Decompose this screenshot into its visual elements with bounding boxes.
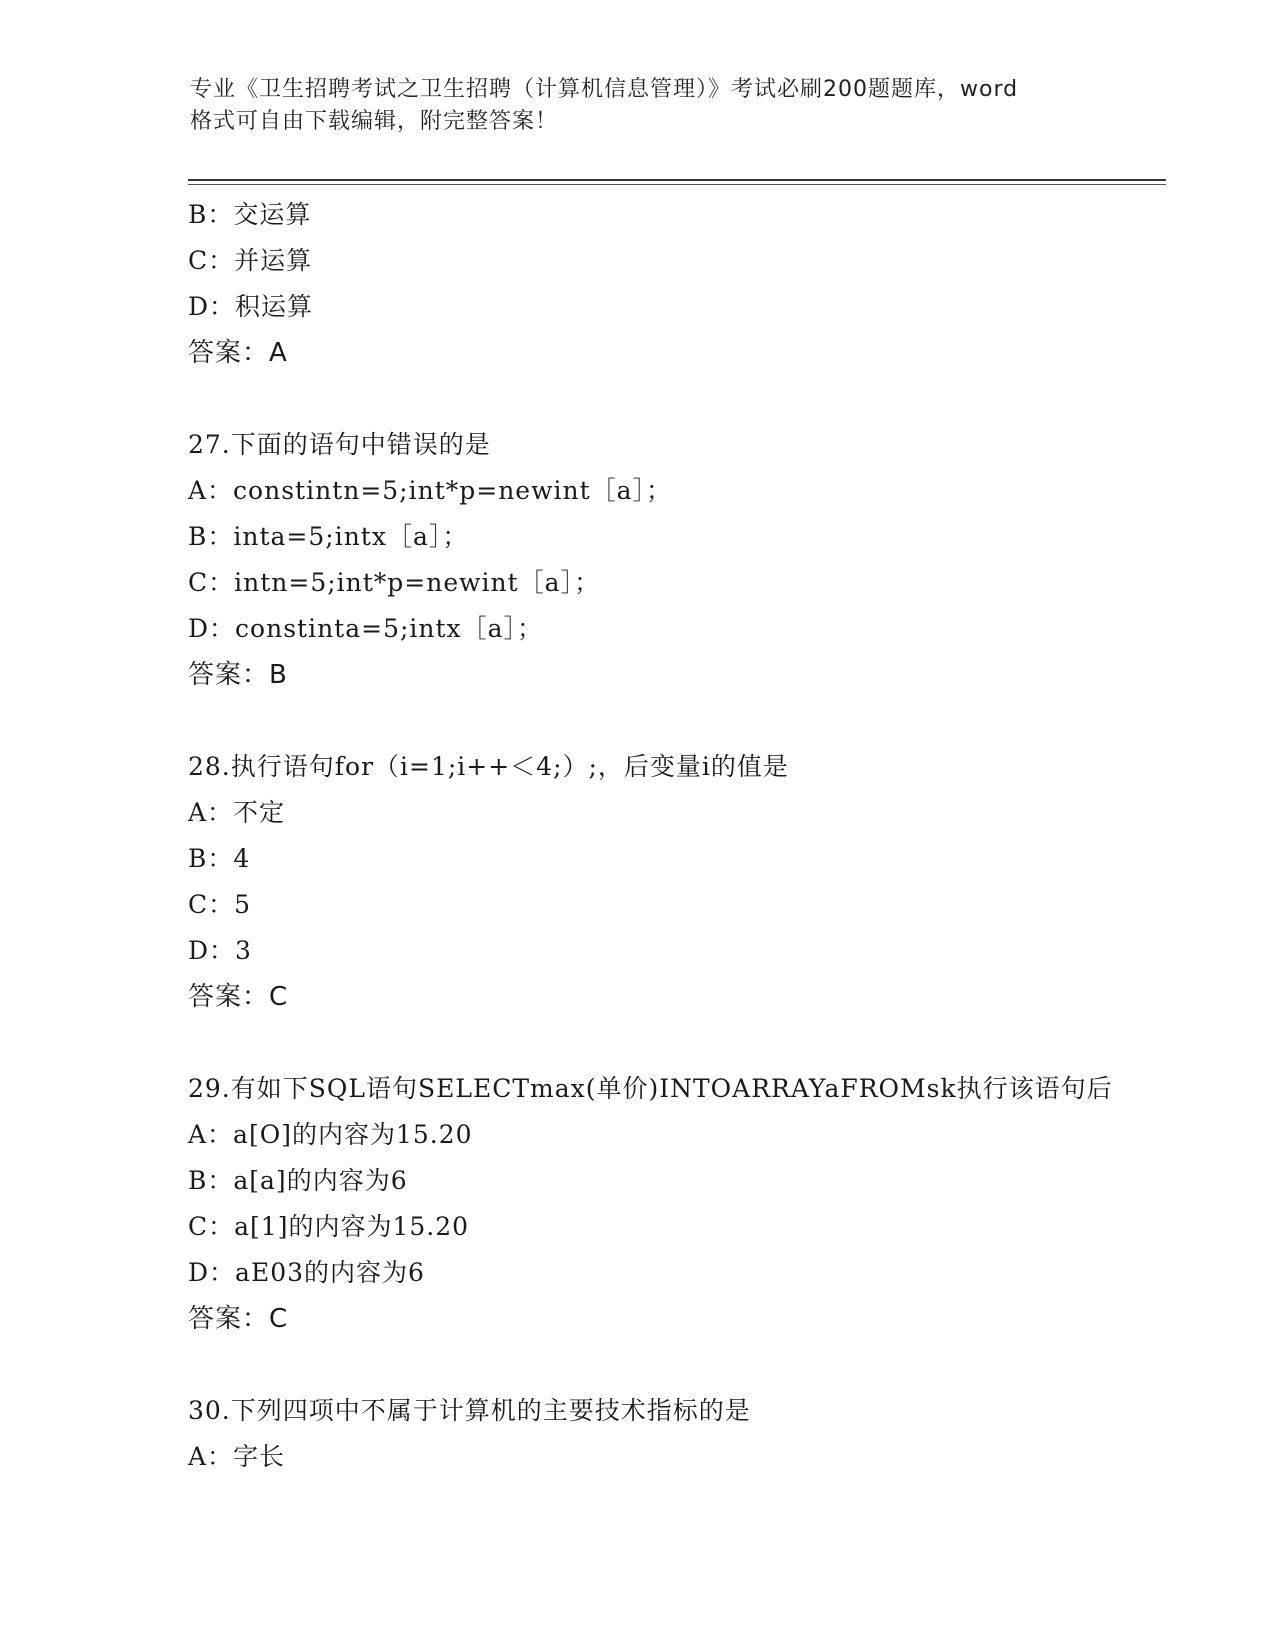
- option-c: C：intn=5;int*p=newint［a］；: [188, 568, 601, 597]
- option-b: B：4: [188, 844, 251, 873]
- option-b: B：交运算: [188, 200, 312, 229]
- spacer: [188, 698, 1168, 744]
- answer-line: 答案：C: [188, 982, 289, 1012]
- question-28: [188, 744, 1168, 1020]
- header-divider-thin: [188, 184, 1166, 185]
- header-line-2: 格式可自由下载编辑，附完整答案！: [190, 109, 559, 134]
- answer-line: 答案：B: [188, 660, 288, 690]
- option-d: D：aE03的内容为6: [188, 1258, 425, 1287]
- question-stem: 28.执行语句for（i=1;i++＜4;）;，后变量i的值是: [188, 752, 789, 781]
- option-d: D：constinta=5;intx［a］；: [188, 614, 544, 643]
- option-b: B：a[a]的内容为6: [188, 1166, 408, 1195]
- option-c: C：5: [188, 890, 252, 919]
- option-d: D：积运算: [188, 292, 314, 321]
- option-a: A：a[O]的内容为15.20: [188, 1120, 473, 1149]
- question-stem: 29.有如下SQL语句SELECTmax(单价)INTOARRAYaFROMsk执行该语句后: [188, 1074, 1113, 1103]
- question-continued: [188, 192, 1168, 376]
- option-c: C：a[1]的内容为15.20: [188, 1212, 470, 1241]
- header-line-1: 专业《卫生招聘考试之卫生招聘（计算机信息管理）》考试必刷200题题库，word: [190, 77, 1019, 102]
- option-a: A：字长: [188, 1442, 286, 1471]
- question-stem: 30.下列四项中不属于计算机的主要技术指标的是: [188, 1396, 751, 1425]
- question-30: [188, 1388, 1168, 1480]
- question-27: [188, 422, 1168, 698]
- spacer: [188, 1020, 1168, 1066]
- answer-line: 答案：A: [188, 338, 288, 368]
- document-header: [190, 74, 1090, 138]
- question-stem: 27.下面的语句中错误的是: [188, 430, 491, 459]
- option-c: C：并运算: [188, 246, 313, 275]
- spacer: [188, 1342, 1168, 1388]
- spacer: [188, 376, 1168, 422]
- option-b: B：inta=5;intx［a］；: [188, 522, 469, 551]
- option-a: A：不定: [188, 798, 286, 827]
- question-29: [188, 1066, 1168, 1342]
- question-list: [188, 192, 1168, 1480]
- option-d: D：3: [188, 936, 252, 965]
- answer-line: 答案：C: [188, 1304, 289, 1334]
- option-a: A：constintn=5;int*p=newint［a］；: [188, 476, 673, 505]
- header-divider-thick: [188, 179, 1166, 181]
